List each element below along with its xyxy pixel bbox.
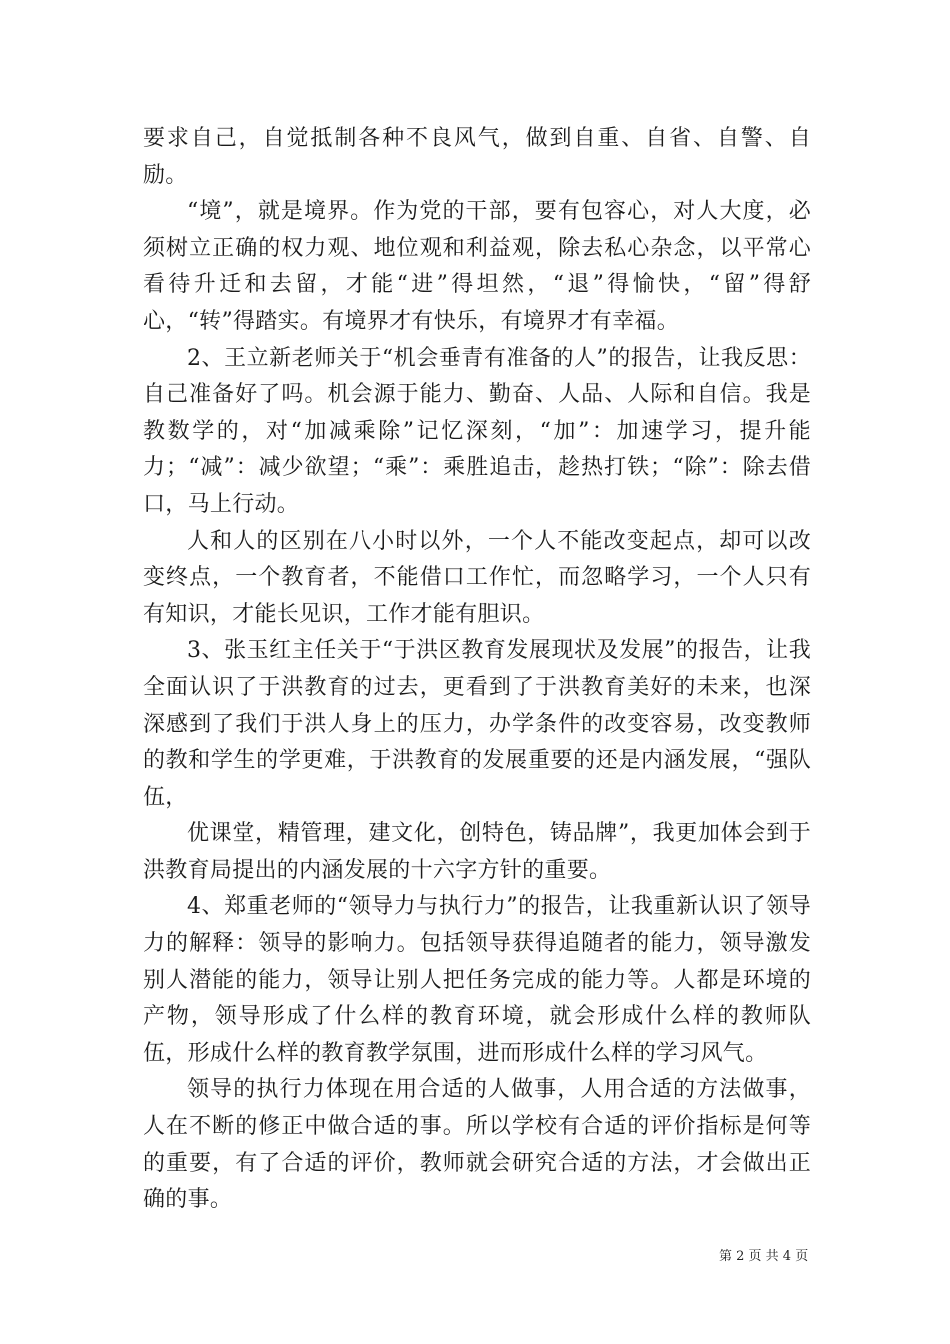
paragraph-4: 人和人的区别在八小时以外，一个人不能改变起点，却可以改变终点，一个教育者，不能借口工作忙，而忽略学习，一个人只有有知识，才能长见识，工作才能有胆识。: [143, 528, 811, 627]
paragraph-1: 要求自己，自觉抵制各种不良风气，做到自重、自省、自警、自励。: [143, 126, 811, 188]
paragraph-8: 领导的执行力体现在用合适的人做事，人用合适的方法做事，人在不断的修正中做合适的事。所以学校有合适的评价指标是何等的重要，有了合适的评价，教师就会研究合适的方法，才会做出正确的事。: [143, 1077, 811, 1213]
paragraph-7: 4、郑重老师的“领导力与执行力”的报告，让我重新认识了领导力的解释：领导的影响力。包括领导获得追随者的能力，领导激发别人潜能的能力，领导让别人把任务完成的能力等。人都是环境的产物，领导形成了什么样的教育环境，就会形成什么样的教师队伍，形成什么样的教育教学氛围，进而形成什么样的学习风气。: [143, 894, 811, 1066]
paragraph-6: 优课堂，精管理，建文化，创特色，铸品牌”，我更加体会到于洪教育局提出的内涵发展的十六字方针的重要。: [143, 821, 811, 883]
document-body: [143, 121, 811, 1219]
page-number-footer: 第 2 页 共 4 页: [719, 1249, 809, 1264]
paragraph-5: 3、张玉红主任关于“于洪区教育发展现状及发展”的报告，让我全面认识了于洪教育的过去，更看到了于洪教育美好的未来，也深深感到了我们于洪人身上的压力，办学条件的改变容易，改变教师的教和学生的学更难，于洪教育的发展重要的还是内涵发展，“强队伍，: [143, 638, 811, 810]
paragraph-2: “境”，就是境界。作为党的干部，要有包容心，对人大度，必须树立正确的权力观、地位观和利益观，除去私心杂念，以平常心看待升迁和去留，才能“进”得坦然，“退”得愉快，“留”得舒心，“转”得踏实。有境界才有快乐，有境界才有幸福。: [143, 199, 811, 334]
paragraph-3: 2、王立新老师关于“机会垂青有准备的人”的报告，让我反思：自己准备好了吗。机会源于能力、勤奋、人品、人际和自信。我是教数学的，对“加减乘除”记忆深刻，“加”：加速学习，提升能力；“减”：减少欲望；“乘”：乘胜追击，趁热打铁；“除”：除去借口，马上行动。: [143, 345, 811, 517]
